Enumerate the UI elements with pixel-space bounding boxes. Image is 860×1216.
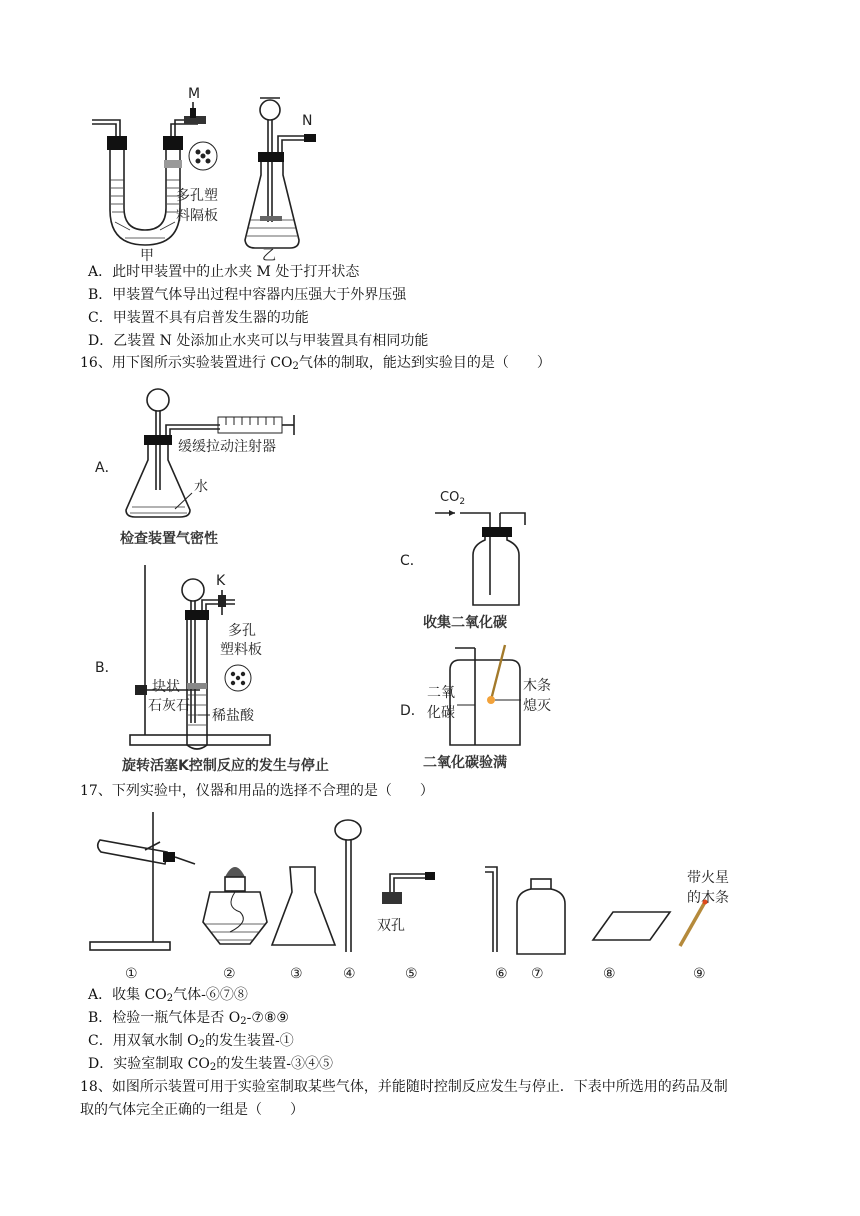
q16-d-gas-1: 二氧 <box>427 685 455 701</box>
q17-option-d: D．实验室制取 $CO_2$的发生装置-③④⑤ <box>88 1056 333 1073</box>
q16-figure-a <box>90 385 310 550</box>
q16-d-caption: 二氧化碳验满 <box>423 755 507 771</box>
apparatus-label-7: ⑦ <box>531 966 544 982</box>
q16-a-syringe-label: 缓缓拉动注射器 <box>178 439 276 455</box>
q16-b-plate-2: 塑料板 <box>220 642 262 658</box>
q16-d-stick-2: 熄灭 <box>523 698 551 714</box>
q16-c-letter: C． <box>400 553 424 569</box>
q17-two-hole-label: 双孔 <box>377 918 405 934</box>
label-plate-1: 多孔塑 <box>176 188 218 204</box>
porous-plate-icon <box>189 142 217 170</box>
apparatus-label-1: ① <box>125 966 138 982</box>
apparatus-7-jar <box>517 879 565 954</box>
label-jia: 甲 <box>140 248 154 264</box>
label-yi: 乙 <box>262 248 276 264</box>
apparatus-label-2: ② <box>223 966 236 982</box>
q16-figure-d <box>395 645 575 775</box>
label-n: N <box>302 113 313 129</box>
q16-figure-c <box>395 485 555 635</box>
q15-figure <box>80 80 360 265</box>
apparatus-label-8: ⑧ <box>603 966 616 982</box>
apparatus-5-stopper <box>382 872 435 904</box>
q16-b-stone-1: 块状 <box>152 679 180 695</box>
apparatus-8-plate <box>593 912 670 940</box>
q16-d-gas-2: 化碳 <box>427 705 455 721</box>
q16-stem: 16、用下图所示实验装置进行 $CO_2$气体的制取，能达到实验目的是（ ） <box>80 355 551 372</box>
q18-stem-line2: 取的气体完全正确的一组是（ ） <box>80 1102 304 1118</box>
apparatus-2-lamp <box>203 867 267 944</box>
q16-b-k-label: K <box>216 573 226 589</box>
apparatus-label-3: ③ <box>290 966 303 982</box>
apparatus-6-tube <box>485 867 497 952</box>
apparatus-3-flask <box>272 867 335 945</box>
porous-plate-icon <box>225 665 251 691</box>
apparatus-9-splint <box>680 900 708 947</box>
q15-option-a: A．此时甲装置中的止水夹 M 处于打开状态 <box>88 264 360 280</box>
q16-a-caption: 检查装置气密性 <box>120 531 218 547</box>
q16-c-caption: 收集二氧化碳 <box>423 615 507 631</box>
q16-b-stone-2: 石灰石 <box>148 698 190 714</box>
q17-splint-2: 的木条 <box>687 890 729 906</box>
q16-figure-b <box>90 565 380 780</box>
q15-option-c: C．甲装置不具有启普发生器的功能 <box>88 310 309 326</box>
q16-a-letter: A． <box>95 460 119 476</box>
q17-option-a: A．收集 $CO_2$气体-⑥⑦⑧ <box>88 987 248 1004</box>
q16-a-water-label: 水 <box>194 479 208 495</box>
apparatus-1-stand <box>90 812 195 950</box>
q17-stem: 17、下列实验中，仪器和用品的选择不合理的是（ ） <box>80 783 434 799</box>
q17-option-b: B．检验一瓶气体是否 $O_2$-⑦⑧⑨ <box>88 1010 289 1027</box>
apparatus-label-9: ⑨ <box>693 966 706 982</box>
q17-apparatus-figure <box>85 812 765 984</box>
q16-d-stick-1: 木条 <box>523 678 551 694</box>
q16-d-letter: D． <box>400 703 425 719</box>
q16-b-acid: 稀盐酸 <box>212 708 254 724</box>
apparatus-4-funnel <box>335 820 361 952</box>
q17-splint-1: 带火星 <box>687 870 729 886</box>
q16-b-caption: 旋转活塞K控制反应的发生与停止 <box>122 758 329 774</box>
q15-option-b: B．甲装置气体导出过程中容器内压强大于外界压强 <box>88 287 407 303</box>
q16-b-plate-1: 多孔 <box>228 623 256 639</box>
q16-b-letter: B． <box>95 660 119 676</box>
label-plate-2: 料隔板 <box>176 208 218 224</box>
apparatus-label-5: ⑤ <box>405 966 418 982</box>
apparatus-label-4: ④ <box>343 966 356 982</box>
q15-option-d: D．乙装置 N 处添加止水夹可以与甲装置具有相同功能 <box>88 333 429 349</box>
label-m: M <box>188 86 201 102</box>
q16-c-co2: $CO_2$ <box>440 490 466 507</box>
apparatus-label-6: ⑥ <box>495 966 508 982</box>
q18-stem-line1: 18、如图所示装置可用于实验室制取某些气体，并能随时控制反应发生与停止．下表中所选用的药品及制 <box>80 1079 728 1095</box>
q17-option-c: C．用双氧水制 $O_2$的发生装置-① <box>88 1033 294 1050</box>
